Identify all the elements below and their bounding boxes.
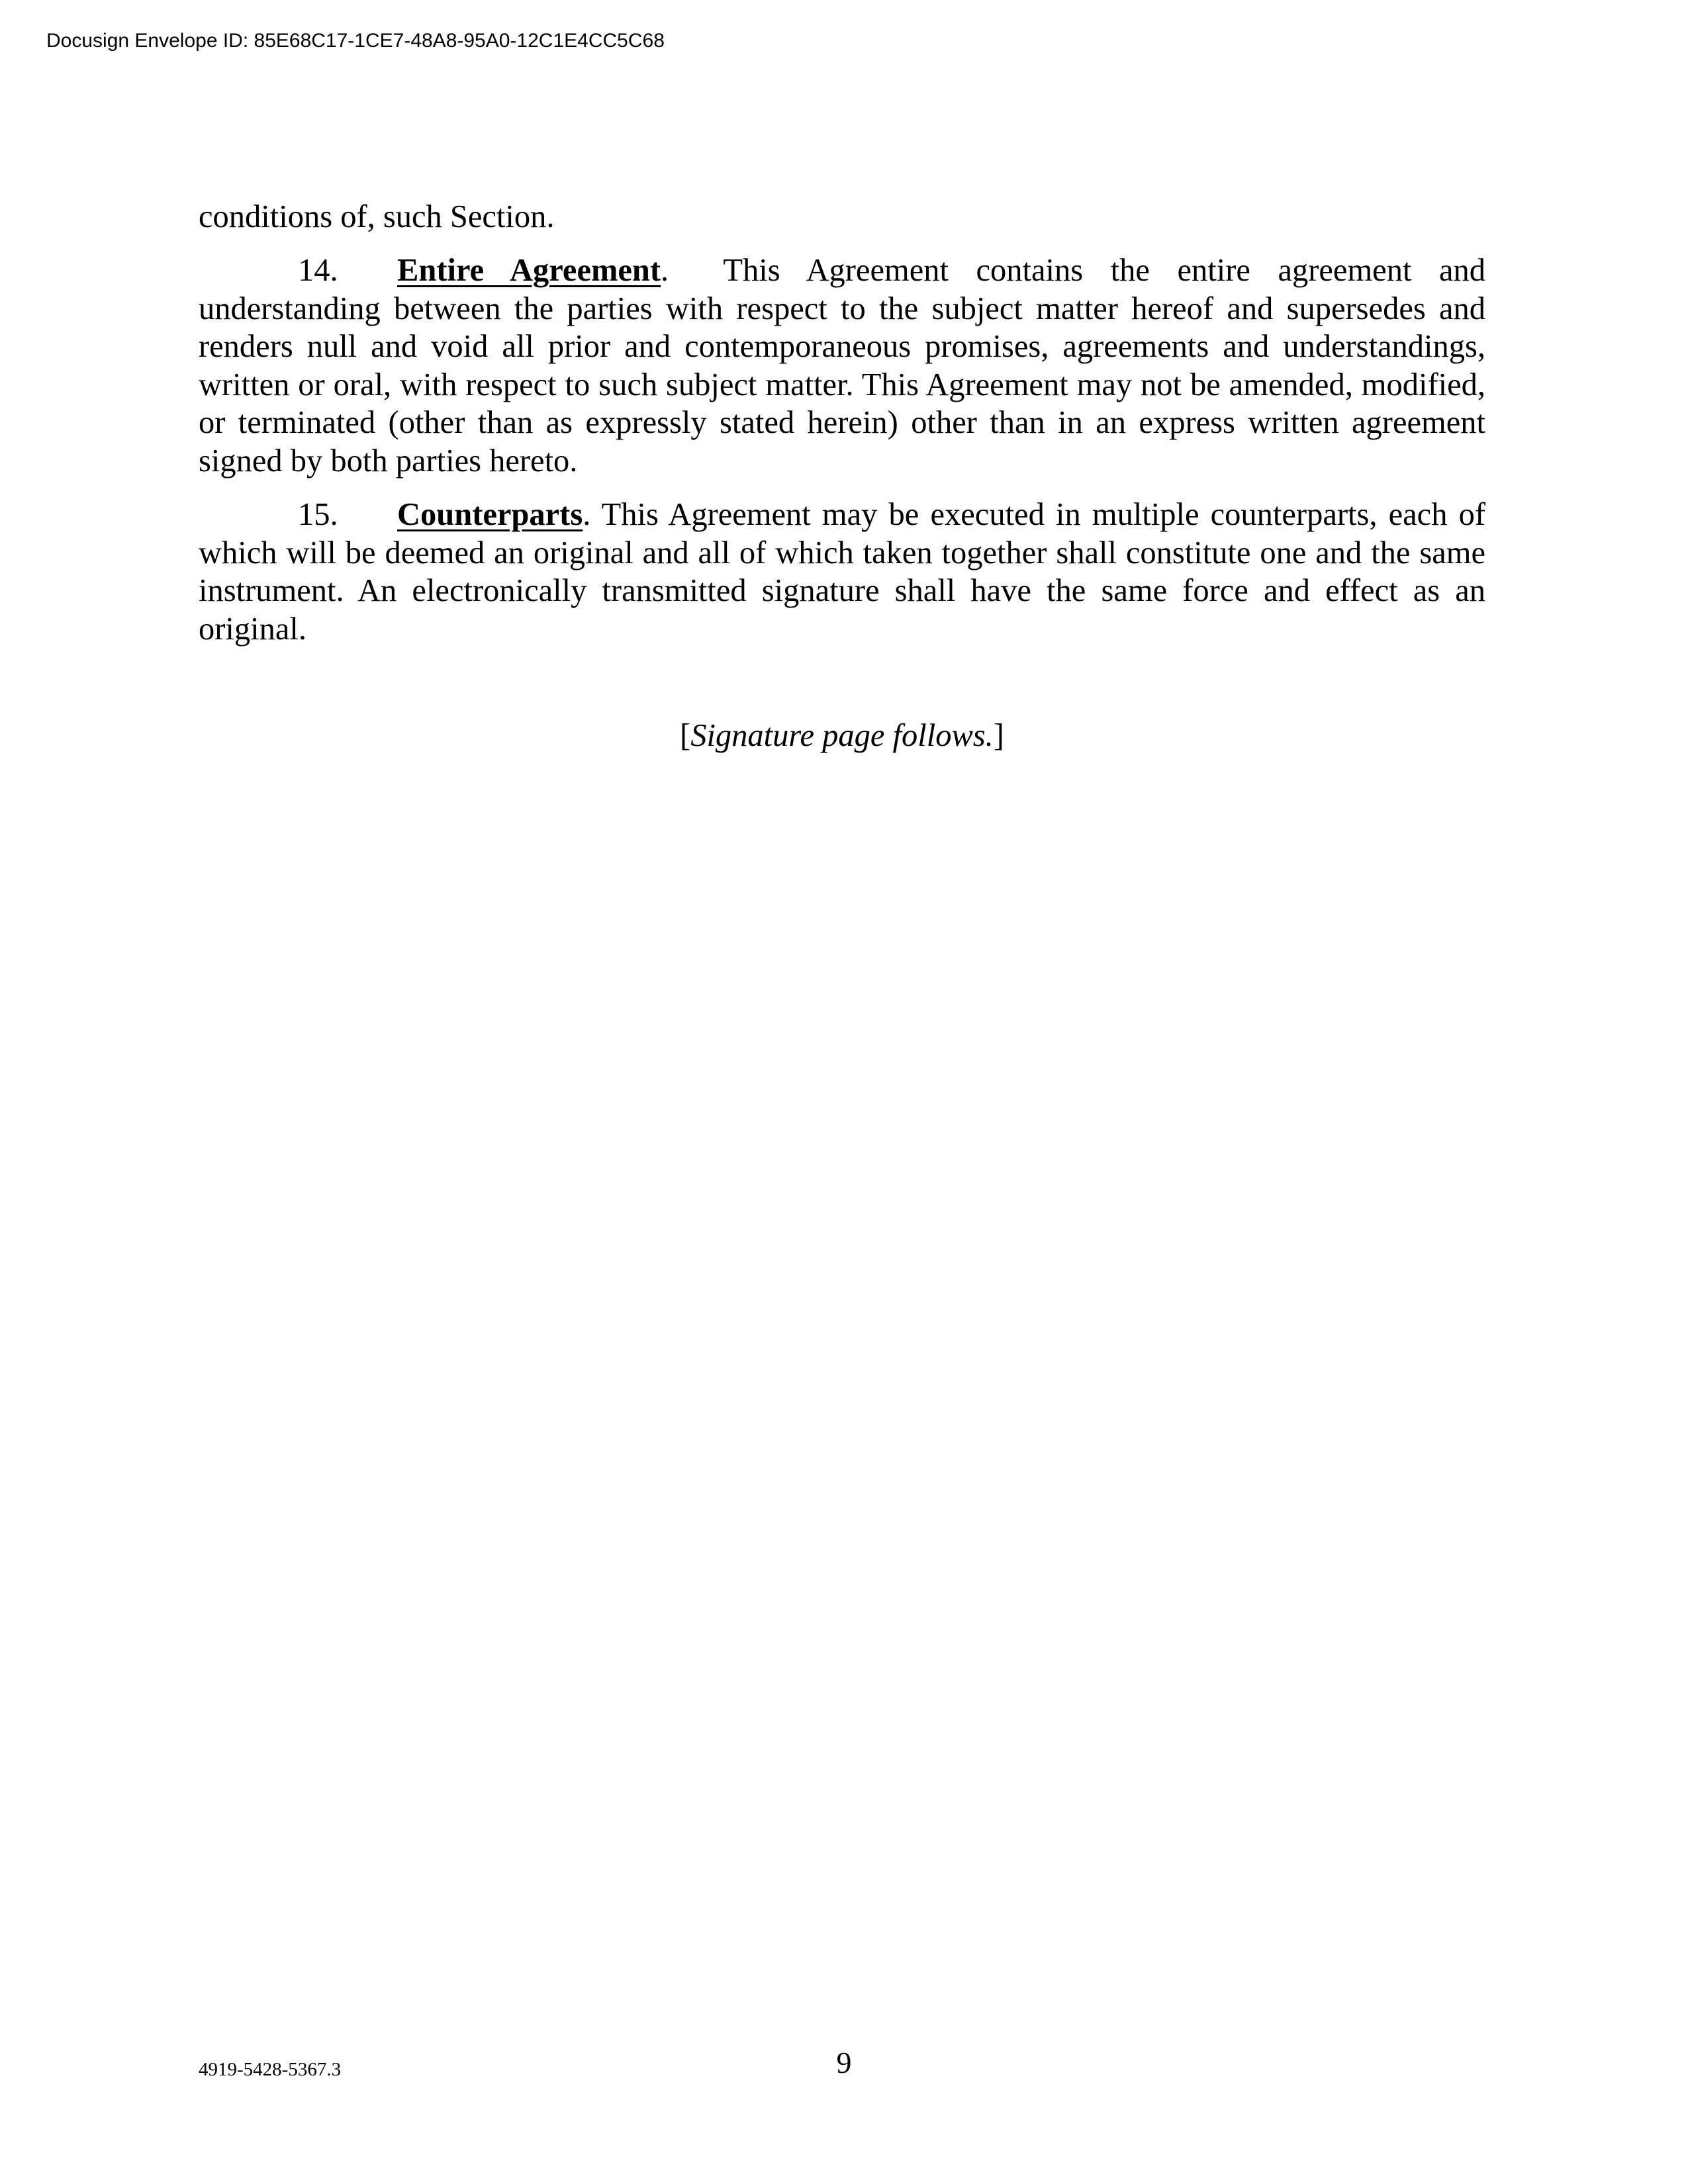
signature-page-follows-note <box>199 717 1485 755</box>
section-15-paragraph <box>199 496 1485 648</box>
signature-page-follows-text: Signature page follows. <box>690 718 994 753</box>
section-14-number: 14. <box>298 253 338 288</box>
section-15-heading: Counterparts <box>397 497 583 532</box>
bracket-close: ] <box>993 718 1004 753</box>
section-15-heading-suffix: . <box>583 497 591 532</box>
docusign-envelope-id: Docusign Envelope ID: 85E68C17-1CE7-48A8-95A0-12C1E4CC5C68 <box>46 30 665 52</box>
document-number: 4919-5428-5367.3 <box>199 2059 342 2080</box>
bracket-open: [ <box>680 718 691 753</box>
section-14-paragraph <box>199 251 1485 480</box>
section-15-text: This Agreement may be executed in multiple counterparts, each of which will be deemed an original and all of which taken together shall constitute one and the same instrument. An electronically transmitted signature shall have the same force and effect as an original. <box>199 497 1485 647</box>
section-14-heading-suffix: . <box>661 253 669 288</box>
section-14-heading: Entire Agreement <box>397 253 661 288</box>
section-14-text: This Agreement contains the entire agreement and understanding between the parties with respect to the subject matter hereof and supersedes and renders null and void all prior and contemporaneous promises, agreements and understandings, written or oral, with respect to such subject matter. This Agreement may not be amended, modified, or terminated (other than as expressly stated herein) other than in an express written agreement signed by both parties hereto. <box>199 253 1485 478</box>
section-15-number: 15. <box>298 497 338 532</box>
continuation-text: conditions of, such Section. <box>199 199 555 234</box>
page-number: 9 <box>836 2046 852 2079</box>
